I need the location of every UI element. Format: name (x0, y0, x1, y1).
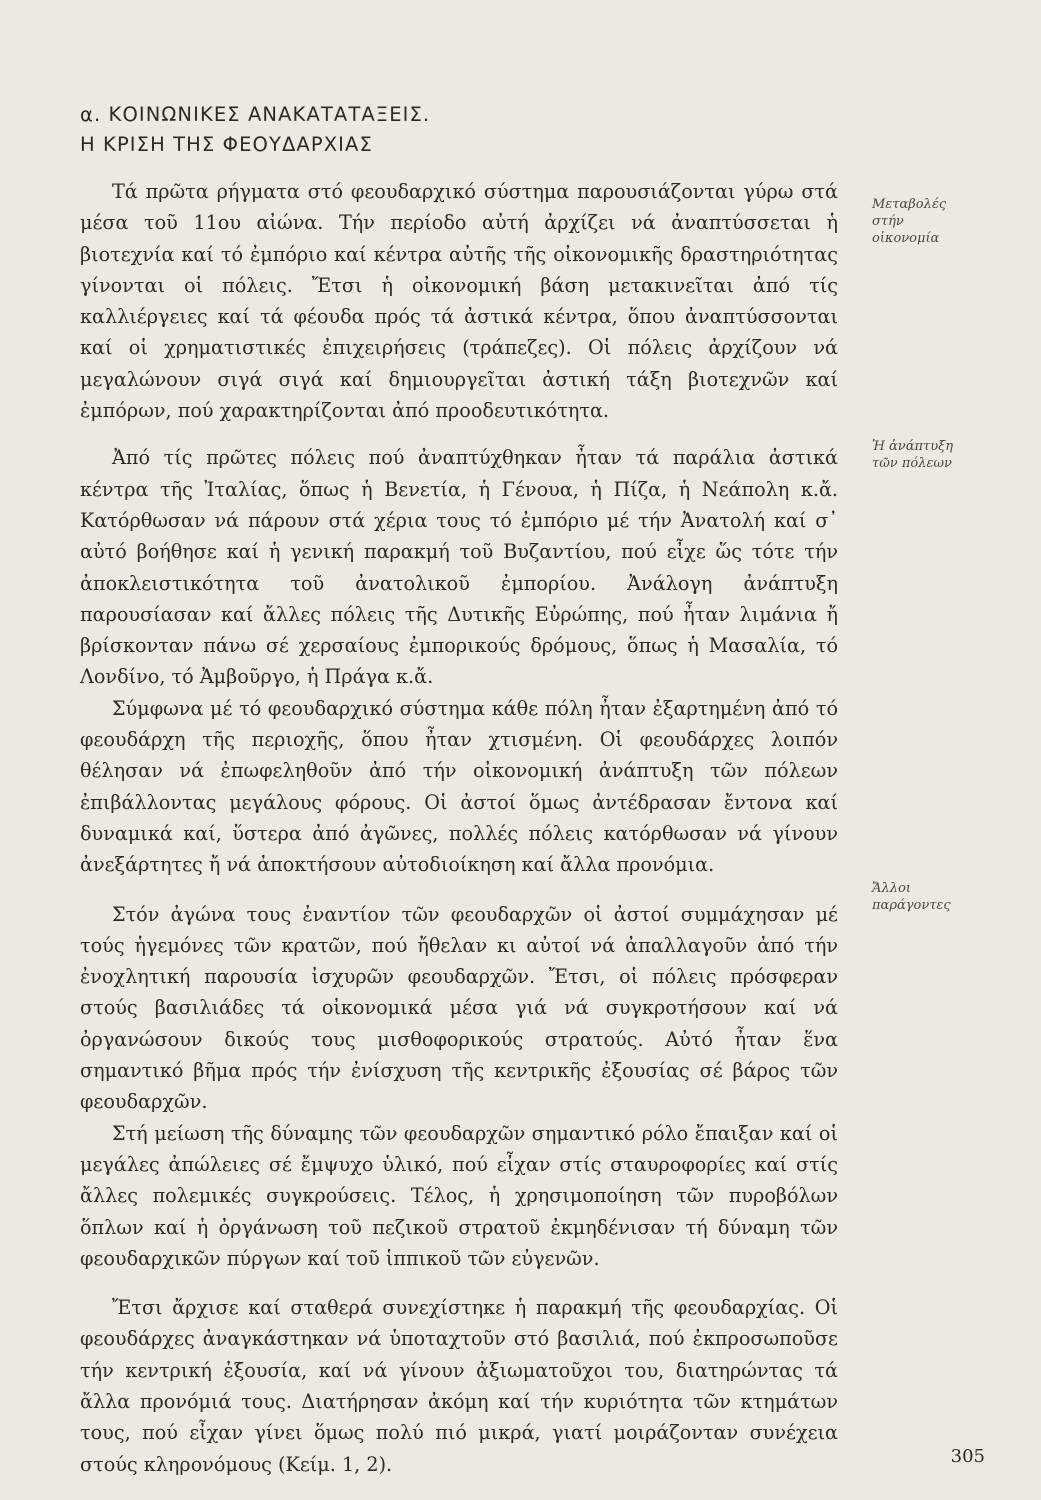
paragraph-6: Ἔτσι ἄρχισε καί σταθερά συνεχίστηκε ἡ παρακμή τῆς φεουδαρχίας. Οἱ φεουδάρχες ἀναγκάστηκαν νά ὑποταχτοῦν στό βασιλιά, πού ἐκπροσωποῦσε τήν κεντρική ἐξουσία, καί νά γίνουν ἀξιωματοῦχοι του, διατηρώντας τά ἄλλα προνόμιά τους. Διατήρησαν ἀκόμη καί τήν κυριότητα τῶν κτημάτων τους, πού εἶχαν γίνει ὅμως πολύ πιό μικρά, γιατί μοιράζονταν συνέχεια στούς κληρονόμους (Κείμ. 1, 2). (80, 1296, 838, 1476)
paragraph-4: Στόν ἀγώνα τους ἐναντίον τῶν φεουδαρχῶν οἱ ἀστοί συμμάχησαν μέ τούς ἡγεμόνες τῶν κρατῶν, πού ἤθελαν κι αὐτοί νά ἀπαλλαγοῦν ἀπό τήν ἐνοχλητική παρουσία ἰσχυρῶν φεουδαρχῶν. Ἔτσι, οἱ πόλεις πρόσφεραν στούς βασιλιάδες τά οἰκονομικά μέσα γιά νά συγκροτήσουν καί νά ὀργανώσουν δικούς τους μισθοφορικούς στρατούς. Αὐτό ἦταν ἕνα σημαντικό βῆμα πρός τήν ἐνίσχυση τῆς κεντρικῆς ἐξουσίας σέ βάρος τῶν φεουδαρχῶν. (80, 902, 838, 1114)
heading-line-2: Η ΚΡΙΣΗ ΤΗΣ ΦΕΟΥΔΑΡΧΙΑΣ (80, 133, 373, 156)
margin-note-cities: Ἡ ἀνάπτυξη τῶν πόλεων (872, 439, 954, 471)
section-heading (80, 100, 430, 160)
page-number: 305 (950, 1446, 985, 1467)
margin-note-other-factors: Ἄλλοι παράγοντες (872, 881, 951, 913)
margin-note-economy: Μεταβολές στήν οἰκονομία (872, 197, 947, 246)
heading-line-1: α. ΚΟΙΝΩΝΙΚΕΣ ΑΝΑΚΑΤΑΤΑΞΕΙΣ. (80, 103, 431, 126)
paragraph-2: Ἀπό τίς πρῶτες πόλεις πού ἀναπτύχθηκαν ἦταν τά παράλια ἀστικά κέντρα τῆς Ἰταλίας, ὅπως ἡ Βενετία, ἡ Γένουα, ἡ Πίζα, ἡ Νεάπολη κ.ἄ. Κατόρθωσαν νά πάρουν στά χέρια τους τό ἐμπόριο μέ τήν Ἀνατολή καί σ᾽ αὐτό βοήθησε καί ἡ γενική παρακμή τοῦ Βυζαντίου, πού εἶχε ὥς τότε τήν ἀποκλειστικότητα τοῦ ἀνατολικοῦ ἐμπορίου. Ἀνάλογη ἀνάπτυξη παρουσίασαν καί ἄλλες πόλεις τῆς Δυτικῆς Εὐρώπης, πού ἦταν λιμάνια ἤ βρίσκονταν πάνω σέ χερσαίους ἐμπορικούς δρόμους, ὅπως ἡ Μασαλία, τό Λονδίνο, τό Ἀμβοῦργο, ἡ Πράγα κ.ἄ. (80, 446, 838, 689)
paragraph-3: Σύμφωνα μέ τό φεουδαρχικό σύστημα κάθε πόλη ἦταν ἐξαρτημένη ἀπό τό φεουδάρχη τῆς περιοχῆς, ὅπου ἦταν χτισμένη. Οἱ φεουδάρχες λοιπόν θέλησαν νά ἐπωφεληθοῦν ἀπό τήν οἰκονομική ἀνάπτυξη τῶν πόλεων ἐπιβάλλοντας μεγάλους φόρους. Οἱ ἀστοί ὅμως ἀντέδρασαν ἔντονα καί δυναμικά καί, ὕστερα ἀπό ἀγῶνες, πολλές πόλεις κατόρθωσαν νά γίνουν ἀνεξάρτητες ἤ νά ἀποκτήσουν αὐτοδιοίκηση καί ἄλλα προνόμια. (80, 696, 838, 877)
paragraph-1: Τά πρῶτα ρήγματα στό φεουδαρχικό σύστημα παρουσιάζονται γύρω στά μέσα τοῦ 11ου αἰώνα. Τήν περίοδο αὐτή ἀρχίζει νά ἀναπτύσσεται ἡ βιοτεχνία καί τό ἐμπόριο καί κέντρα αὐτῆς τῆς οἰκονομικῆς δραστηριότητας γίνονται οἱ πόλεις. Ἔτσι ἡ οἰκονομική βάση μετακινεῖται ἀπό τίς καλλιέργειες καί τά φέουδα πρός τά ἀστικά κέντρα, ὅπου ἀναπτύσσονται καί οἱ χρηματιστικές ἐπιχειρήσεις (τράπεζες). Οἱ πόλεις ἀρχίζουν νά μεγαλώνουν σιγά σιγά καί δημιουργεῖται ἀστική τάξη βιοτεχνῶν καί ἐμπόρων, πού χαρακτηρίζονται ἀπό προοδευτικότητα. (80, 180, 838, 423)
body-text (80, 176, 838, 1480)
paragraph-5: Στή μείωση τῆς δύναμης τῶν φεουδαρχῶν σημαντικό ρόλο ἔπαιξαν καί οἱ μεγάλες ἀπώλειες σέ ἔμψυχο ὑλικό, πού εἶχαν στίς σταυροφορίες καί στίς ἄλλες πολεμικές συγκρούσεις. Τέλος, ἡ χρησιμοποίηση τῶν πυροβόλων ὅπλων καί ἡ ὀργάνωση τοῦ πεζικοῦ στρατοῦ ἐκμηδένισαν τή δύναμη τῶν φεουδαρχικῶν πύργων καί τοῦ ἱππικοῦ τῶν εὐγενῶν. (80, 1121, 838, 1270)
